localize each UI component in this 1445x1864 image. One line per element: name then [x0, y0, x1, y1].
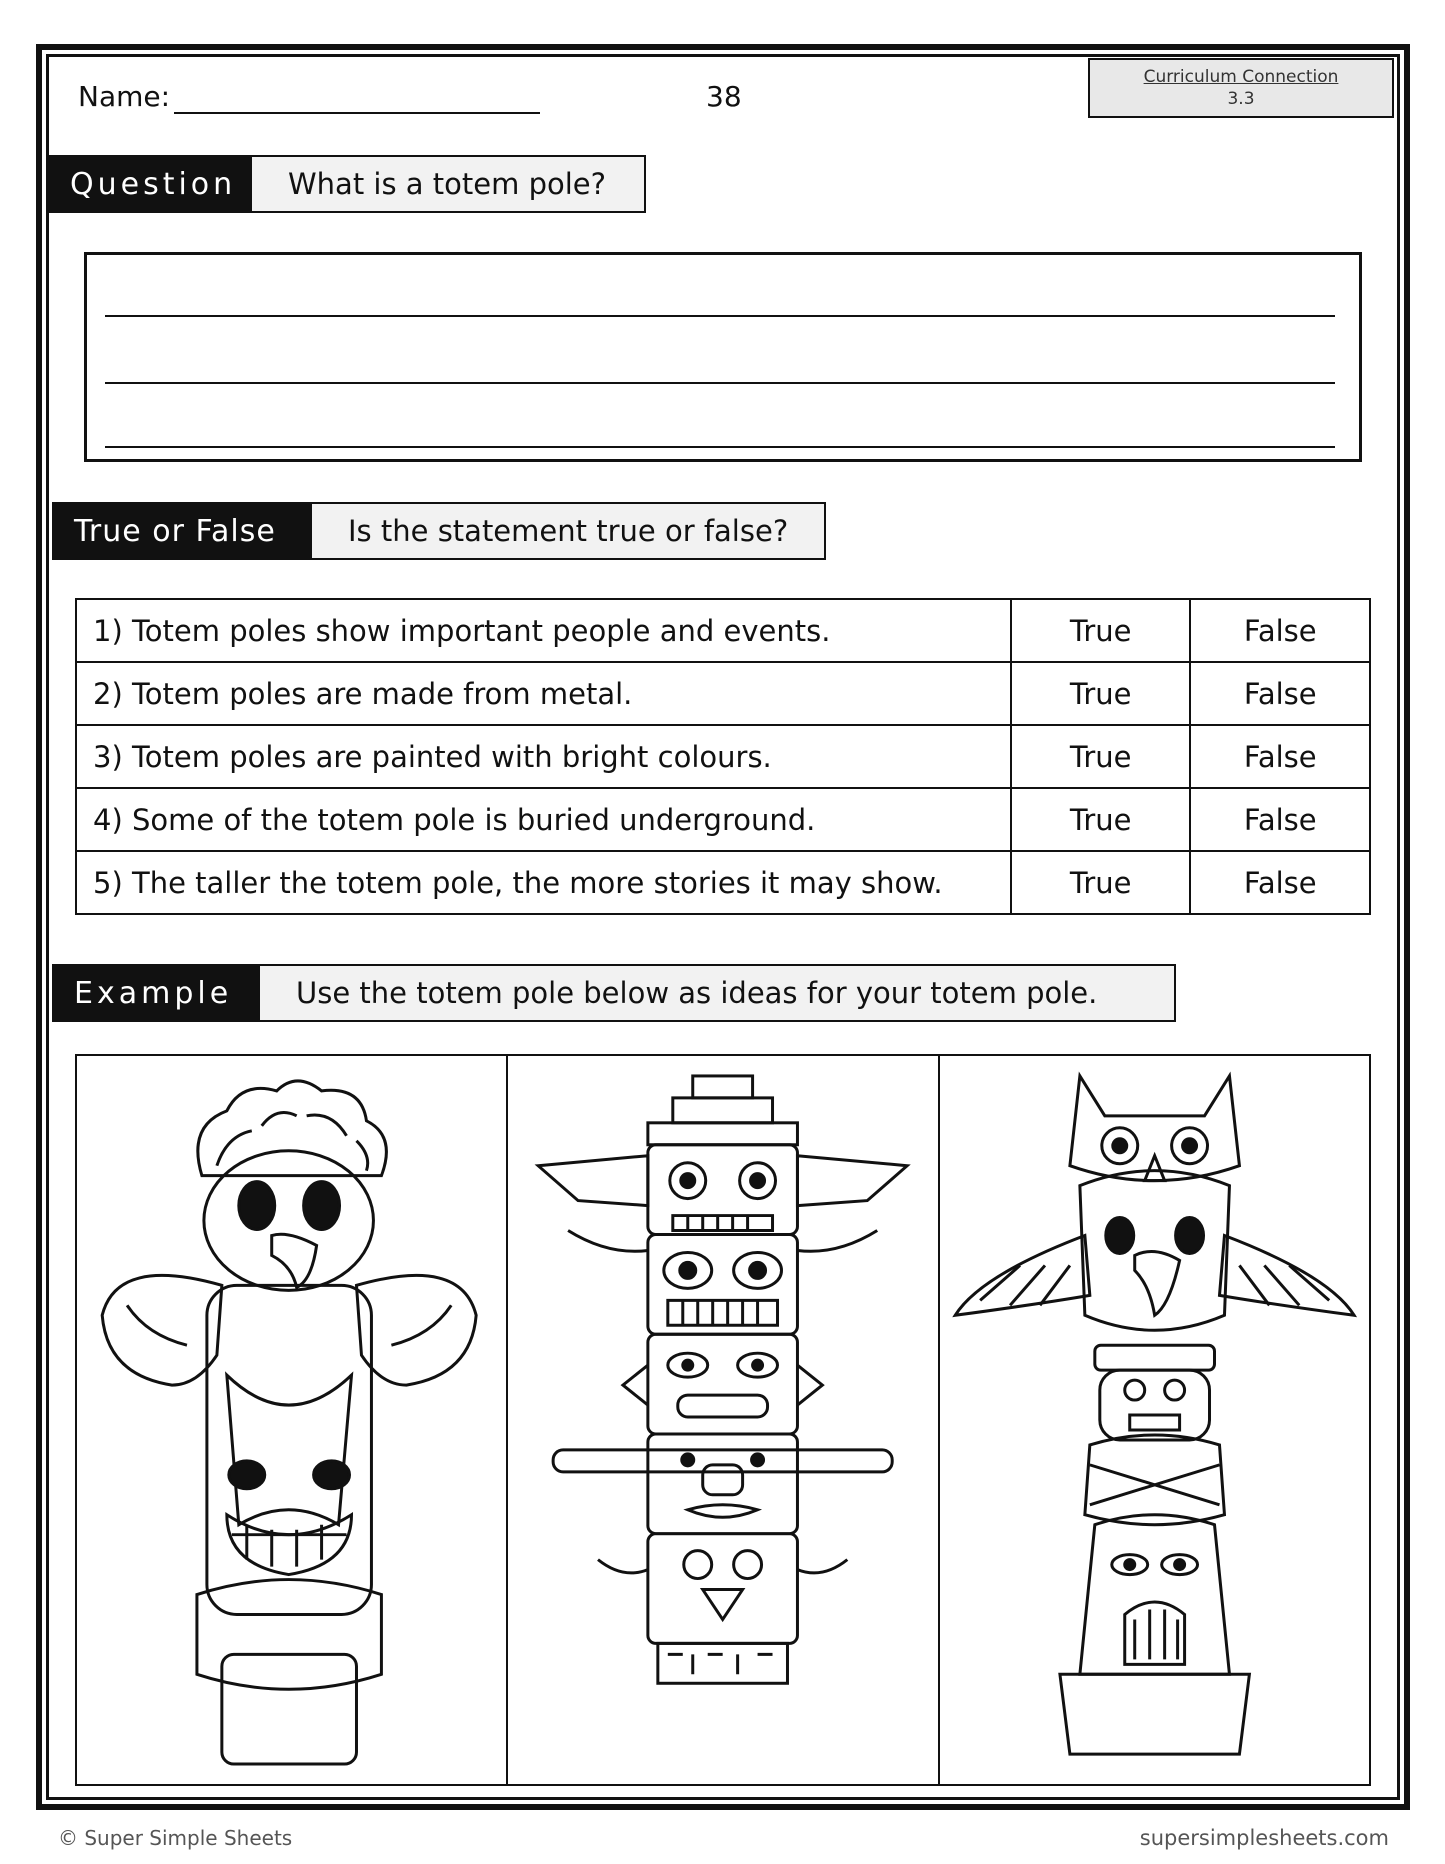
question-header — [48, 155, 646, 213]
curriculum-connection-box — [1088, 58, 1394, 118]
table-row — [76, 725, 1370, 788]
answer-line[interactable] — [105, 315, 1335, 317]
top-wings — [538, 1156, 907, 1206]
question-tag: Question — [48, 155, 250, 213]
statement-text: 1) Totem poles show important people and events. — [76, 599, 1011, 662]
statement-text: 3) Totem poles are painted with bright colours. — [76, 725, 1011, 788]
example-prompt: Use the totem pole below as ideas for your totem pole. — [258, 964, 1176, 1022]
table-row — [76, 662, 1370, 725]
totem-illustration-eagle — [77, 1056, 508, 1784]
feather-crest — [198, 1081, 387, 1176]
owl-head — [1070, 1076, 1240, 1181]
wings — [102, 1275, 476, 1385]
eagle-head — [204, 1151, 374, 1291]
answer-line[interactable] — [105, 382, 1335, 384]
statement-text: 4) Some of the totem pole is buried underground. — [76, 788, 1011, 851]
name-label: Name: — [78, 80, 171, 113]
footer-website[interactable]: supersimplesheets.com — [1139, 1826, 1389, 1850]
answer-box[interactable] — [84, 252, 1362, 462]
footer-copyright: © Super Simple Sheets — [58, 1826, 293, 1850]
bird-with-wings — [955, 1171, 1354, 1331]
base-face — [1060, 1515, 1249, 1754]
totem-illustration-animals — [940, 1056, 1369, 1784]
true-option[interactable]: True — [1011, 725, 1191, 788]
true-false-header — [52, 502, 826, 560]
curriculum-connection-code: 3.3 — [1227, 89, 1255, 109]
true-option[interactable]: True — [1011, 851, 1191, 914]
false-option[interactable]: False — [1190, 788, 1370, 851]
table-row — [76, 851, 1370, 914]
table-row — [76, 788, 1370, 851]
true-false-tag: True or False — [52, 502, 310, 560]
top-hat — [648, 1076, 798, 1145]
figure-with-crossed-arms — [1085, 1345, 1225, 1525]
example-tag: Example — [52, 964, 258, 1022]
pole-body — [207, 1285, 372, 1614]
true-false-prompt: Is the statement true or false? — [310, 502, 826, 560]
face-stack — [553, 1145, 892, 1684]
answer-line[interactable] — [105, 446, 1335, 448]
false-option[interactable]: False — [1190, 599, 1370, 662]
true-option[interactable]: True — [1011, 788, 1191, 851]
question-prompt: What is a totem pole? — [250, 155, 646, 213]
totem-illustration-faces — [508, 1056, 939, 1784]
totem-animals-drawing — [940, 1056, 1369, 1784]
true-option[interactable]: True — [1011, 599, 1191, 662]
totem-gallery — [75, 1054, 1371, 1786]
false-option[interactable]: False — [1190, 851, 1370, 914]
true-false-table — [75, 598, 1371, 915]
statement-text: 5) The taller the totem pole, the more stories it may show. — [76, 851, 1011, 914]
page-number: 38 — [706, 80, 742, 113]
true-option[interactable]: True — [1011, 662, 1191, 725]
example-header — [52, 964, 1176, 1022]
curriculum-connection-title: Curriculum Connection — [1143, 67, 1339, 87]
totem-eagle-drawing — [77, 1056, 506, 1784]
pole-base — [197, 1580, 381, 1764]
false-option[interactable]: False — [1190, 725, 1370, 788]
false-option[interactable]: False — [1190, 662, 1370, 725]
totem-faces-drawing — [508, 1056, 937, 1784]
table-row — [76, 599, 1370, 662]
name-field[interactable] — [174, 112, 540, 114]
statement-text: 2) Totem poles are made from metal. — [76, 662, 1011, 725]
